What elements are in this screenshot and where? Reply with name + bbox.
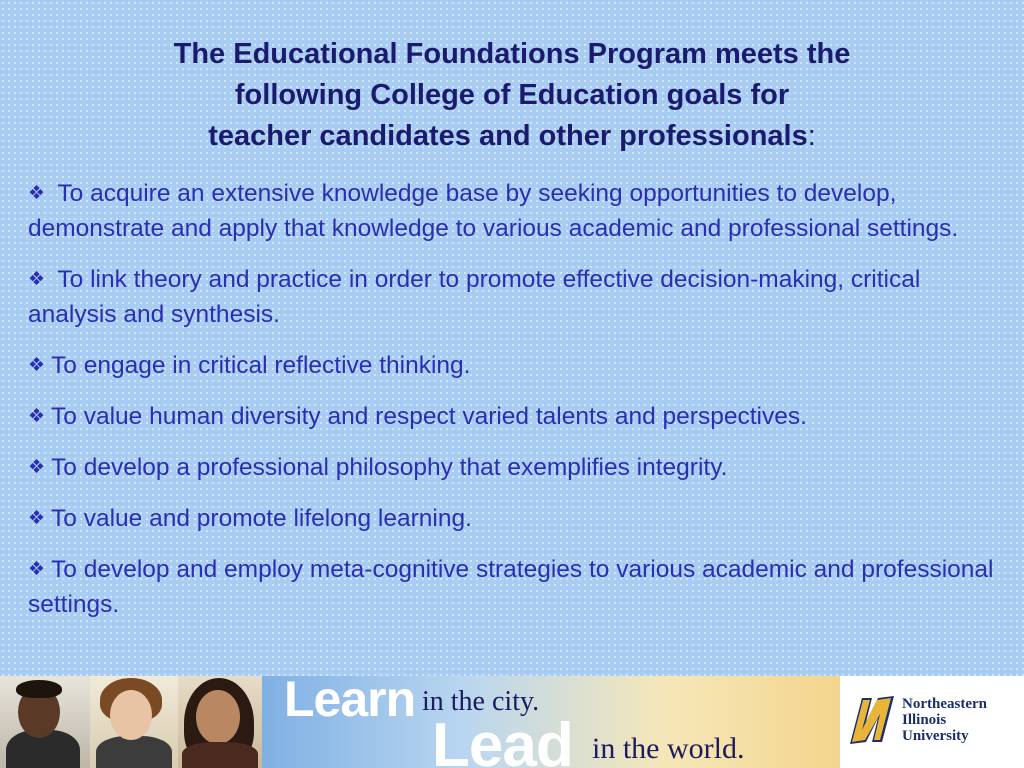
goal-item <box>28 348 1003 383</box>
goal-item <box>28 450 1003 485</box>
tagline-learn: Learn <box>284 676 416 727</box>
goal-text: To link theory and practice in order to promote effective decision-making, critical analysis and synthesis. <box>28 266 921 328</box>
title-line-2: following College of Education goals for <box>234 79 790 111</box>
diamond-bullet-icon: ❖ <box>28 183 46 204</box>
tagline-in-the-city: in the city. <box>422 686 540 717</box>
goal-text: To value human diversity and respect varied talents and perspectives. <box>51 403 807 430</box>
tagline-banner <box>262 676 840 768</box>
student-photo <box>178 676 262 768</box>
title-colon: : <box>807 120 816 152</box>
logo-line-2: Illinois <box>902 712 947 728</box>
logo-line-3: University <box>902 728 969 744</box>
goal-item <box>28 176 1003 246</box>
goal-text: To develop and employ meta-cognitive strategies to various academic and professional settings. <box>28 556 994 618</box>
goal-text: To value and promote lifelong learning. <box>51 505 472 532</box>
title-line-3: teacher candidates and other professionals <box>208 120 808 152</box>
diamond-bullet-icon: ❖ <box>28 269 46 290</box>
neiu-n-logo-icon <box>846 692 898 748</box>
diamond-bullet-icon: ❖ <box>28 457 46 478</box>
university-logo <box>840 676 1024 768</box>
diamond-bullet-icon: ❖ <box>28 406 46 427</box>
diamond-bullet-icon: ❖ <box>28 355 46 376</box>
goals-list <box>28 176 1003 638</box>
goal-item <box>28 552 1003 622</box>
tagline-lead: Lead <box>432 711 573 768</box>
goal-item <box>28 399 1003 434</box>
goal-item <box>28 262 1003 332</box>
goal-text: To develop a professional philosophy that exemplifies integrity. <box>51 454 728 481</box>
goal-item <box>28 501 1003 536</box>
logo-line-1: Northeastern <box>902 696 987 712</box>
goal-text: To engage in critical reflective thinking. <box>51 352 471 379</box>
footer-banner <box>0 676 1024 768</box>
title-line-1: The Educational Foundations Program meets the <box>173 38 851 70</box>
tagline-in-the-world: in the world. <box>592 732 745 765</box>
diamond-bullet-icon: ❖ <box>28 508 46 529</box>
diamond-bullet-icon: ❖ <box>28 559 46 580</box>
goal-text: To acquire an extensive knowledge base by seeking opportunities to develop, demonstrate and apply that knowledge to various academic and professional settings. <box>28 180 959 242</box>
student-photo <box>0 676 90 768</box>
student-photo <box>90 676 178 768</box>
slide-title <box>40 34 984 157</box>
university-name <box>902 696 987 744</box>
